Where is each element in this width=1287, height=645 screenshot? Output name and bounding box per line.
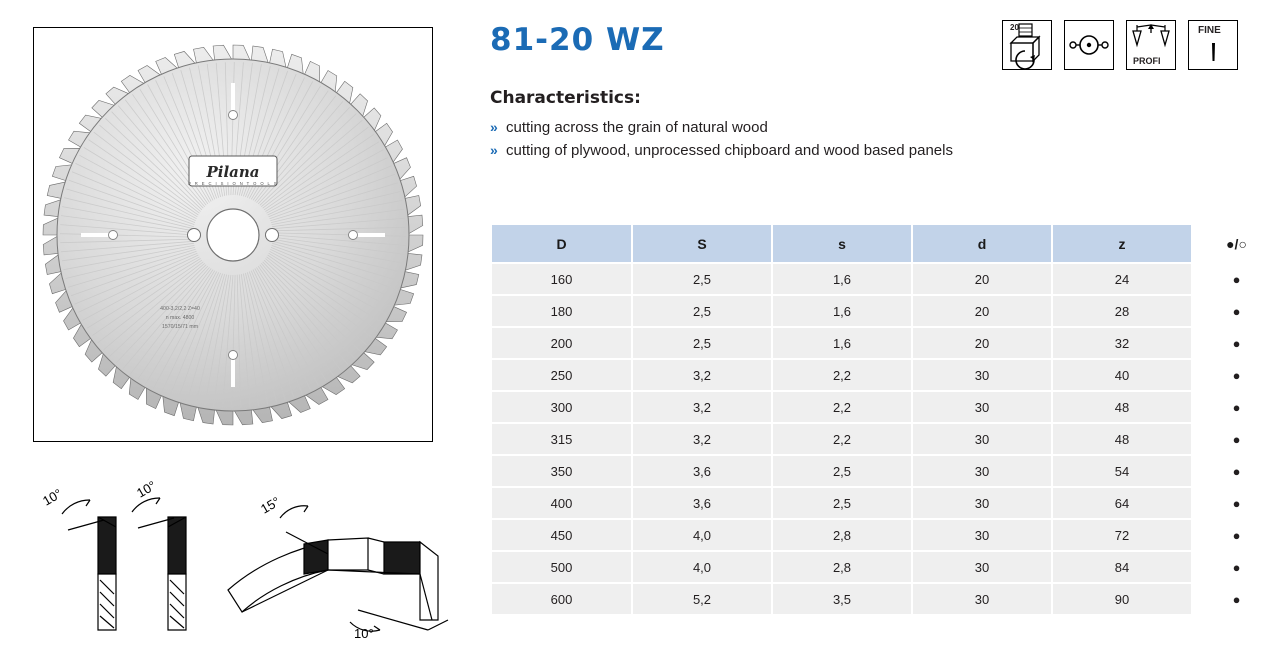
table-row bbox=[492, 391, 1280, 423]
table-cell: 2,8 bbox=[772, 551, 912, 583]
stock-marker-cell bbox=[1192, 487, 1280, 519]
table-row bbox=[492, 551, 1280, 583]
stock-dot-icon: ● bbox=[1232, 367, 1241, 383]
tooth-geometry-svg bbox=[28, 470, 458, 640]
tooth-angle-label-4: 10° bbox=[354, 626, 374, 640]
table-cell: 30 bbox=[912, 455, 1052, 487]
marking-line-2: n max. 4800 bbox=[165, 315, 195, 321]
table-cell: 30 bbox=[912, 551, 1052, 583]
table-cell: 600 bbox=[492, 583, 632, 615]
table-cell: 2,2 bbox=[772, 359, 912, 391]
table-cell: 48 bbox=[1052, 423, 1192, 455]
stock-marker-cell bbox=[1192, 583, 1280, 615]
table-cell: 30 bbox=[912, 519, 1052, 551]
fine-cut-icon-label: FINE bbox=[1198, 25, 1221, 36]
table-header-row bbox=[492, 225, 1280, 263]
profi-quality-icon-label: PROFI bbox=[1133, 56, 1161, 66]
table-cell: 54 bbox=[1052, 455, 1192, 487]
profi-quality-icon bbox=[1126, 20, 1176, 70]
stock-marker-cell bbox=[1192, 423, 1280, 455]
characteristics-list bbox=[490, 116, 1210, 162]
marking-line-3: 1570/15/71 mm bbox=[161, 324, 199, 330]
table-cell: 40 bbox=[1052, 359, 1192, 391]
table-cell: 30 bbox=[912, 487, 1052, 519]
saw-blade-photo bbox=[33, 27, 433, 442]
table-cell: 200 bbox=[492, 327, 632, 359]
column-header-stock: ●/○ bbox=[1192, 225, 1280, 263]
table-cell: 2,5 bbox=[632, 295, 772, 327]
table-cell: 2,8 bbox=[772, 519, 912, 551]
table-cell: 20 bbox=[912, 295, 1052, 327]
table-cell: 32 bbox=[1052, 327, 1192, 359]
table-cell: 400 bbox=[492, 487, 632, 519]
table-cell: 450 bbox=[492, 519, 632, 551]
tooth-angle-label-3: 15° bbox=[258, 493, 283, 517]
tooth-angle-label-1: 10° bbox=[40, 485, 65, 509]
pictogram-row bbox=[1002, 20, 1238, 70]
stock-marker-cell bbox=[1192, 295, 1280, 327]
table-cell: 250 bbox=[492, 359, 632, 391]
table-row bbox=[492, 423, 1280, 455]
list-item bbox=[490, 139, 1210, 162]
table-cell: 2,5 bbox=[772, 455, 912, 487]
characteristic-text: cutting of plywood, unprocessed chipboard and wood based panels bbox=[506, 142, 953, 159]
column-header-z: z bbox=[1052, 225, 1192, 263]
table-cell: 315 bbox=[492, 423, 632, 455]
table-cell: 2,5 bbox=[772, 487, 912, 519]
list-item bbox=[490, 116, 1210, 139]
table-cell: 2,5 bbox=[632, 263, 772, 295]
fine-cut-icon bbox=[1188, 20, 1238, 70]
saw-blade-illustration bbox=[34, 28, 432, 441]
specification-table-container bbox=[492, 225, 1284, 616]
characteristics-heading: Characteristics: bbox=[490, 88, 641, 108]
column-header-d: D bbox=[492, 225, 632, 263]
tooth-angle-label-2: 10° bbox=[134, 477, 159, 501]
stock-dot-icon: ● bbox=[1232, 495, 1241, 511]
table-row bbox=[492, 359, 1280, 391]
stock-dot-icon: ● bbox=[1232, 271, 1241, 287]
table-row bbox=[492, 583, 1280, 615]
stock-dot-icon: ● bbox=[1232, 527, 1241, 543]
stock-marker-cell bbox=[1192, 519, 1280, 551]
right-content-column bbox=[490, 0, 1287, 644]
characteristic-text: cutting across the grain of natural wood bbox=[506, 119, 768, 136]
table-cell: 2,5 bbox=[632, 327, 772, 359]
table-cell: 180 bbox=[492, 295, 632, 327]
table-cell: 350 bbox=[492, 455, 632, 487]
stock-dot-icon: ● bbox=[1232, 335, 1241, 351]
table-cell: 3,5 bbox=[772, 583, 912, 615]
wood-cross-cut-icon-label: 20 bbox=[1010, 23, 1019, 32]
table-row bbox=[492, 327, 1280, 359]
table-cell: 20 bbox=[912, 327, 1052, 359]
table-cell: 500 bbox=[492, 551, 632, 583]
table-cell: 300 bbox=[492, 391, 632, 423]
table-cell: 4,0 bbox=[632, 519, 772, 551]
stock-marker-cell bbox=[1192, 263, 1280, 295]
blade-marking bbox=[160, 306, 200, 330]
table-row bbox=[492, 455, 1280, 487]
table-cell: 2,2 bbox=[772, 423, 912, 455]
stock-marker-cell bbox=[1192, 391, 1280, 423]
table-cell: 2,2 bbox=[772, 391, 912, 423]
table-cell: 24 bbox=[1052, 263, 1192, 295]
table-cell: 30 bbox=[912, 359, 1052, 391]
table-cell: 5,2 bbox=[632, 583, 772, 615]
column-header-bore: d bbox=[912, 225, 1052, 263]
column-header-S: S bbox=[632, 225, 772, 263]
stock-dot-icon: ● bbox=[1232, 591, 1241, 607]
specification-table bbox=[492, 225, 1280, 616]
stock-dot-icon: ● bbox=[1232, 431, 1241, 447]
stock-marker-cell bbox=[1192, 327, 1280, 359]
brand-name: Pilana bbox=[206, 163, 260, 181]
table-cell: 30 bbox=[912, 583, 1052, 615]
table-cell: 4,0 bbox=[632, 551, 772, 583]
table-cell: 1,6 bbox=[772, 263, 912, 295]
table-cell: 3,6 bbox=[632, 487, 772, 519]
page-title: 81-20 WZ bbox=[490, 22, 665, 58]
stock-marker-cell bbox=[1192, 455, 1280, 487]
table-row bbox=[492, 487, 1280, 519]
table-cell: 3,2 bbox=[632, 391, 772, 423]
table-cell: 1,6 bbox=[772, 327, 912, 359]
table-cell: 48 bbox=[1052, 391, 1192, 423]
table-cell: 90 bbox=[1052, 583, 1192, 615]
wood-cross-cut-icon bbox=[1002, 20, 1052, 70]
marking-line-1: 400-3,2/2,2 Z=40 bbox=[160, 306, 200, 312]
stock-dot-icon: ● bbox=[1232, 559, 1241, 575]
tooth-geometry-diagrams bbox=[28, 470, 458, 640]
table-cell: 30 bbox=[912, 391, 1052, 423]
stock-marker-cell bbox=[1192, 359, 1280, 391]
table-row bbox=[492, 295, 1280, 327]
table-cell: 84 bbox=[1052, 551, 1192, 583]
table-cell: 20 bbox=[912, 263, 1052, 295]
table-cell: 30 bbox=[912, 423, 1052, 455]
table-cell: 28 bbox=[1052, 295, 1192, 327]
bullet-icon: » bbox=[490, 142, 498, 158]
blade-brand-logo bbox=[188, 156, 278, 186]
table-cell: 72 bbox=[1052, 519, 1192, 551]
stock-dot-icon: ● bbox=[1232, 399, 1241, 415]
stock-dot-icon: ● bbox=[1232, 463, 1241, 479]
left-illustration-column bbox=[0, 0, 470, 644]
svg-text:P R E C I S I O N T O O L S: P R E C I S I O N T O O L S bbox=[188, 181, 278, 186]
bullet-icon: » bbox=[490, 119, 498, 135]
table-row bbox=[492, 263, 1280, 295]
table-cell: 3,6 bbox=[632, 455, 772, 487]
table-row bbox=[492, 519, 1280, 551]
stock-marker-cell bbox=[1192, 551, 1280, 583]
table-cell: 3,2 bbox=[632, 423, 772, 455]
table-cell: 64 bbox=[1052, 487, 1192, 519]
table-cell: 3,2 bbox=[632, 359, 772, 391]
stock-dot-icon: ● bbox=[1232, 303, 1241, 319]
saw-blade-shape-icon bbox=[1064, 20, 1114, 70]
table-cell: 1,6 bbox=[772, 295, 912, 327]
column-header-s: s bbox=[772, 225, 912, 263]
table-cell: 160 bbox=[492, 263, 632, 295]
